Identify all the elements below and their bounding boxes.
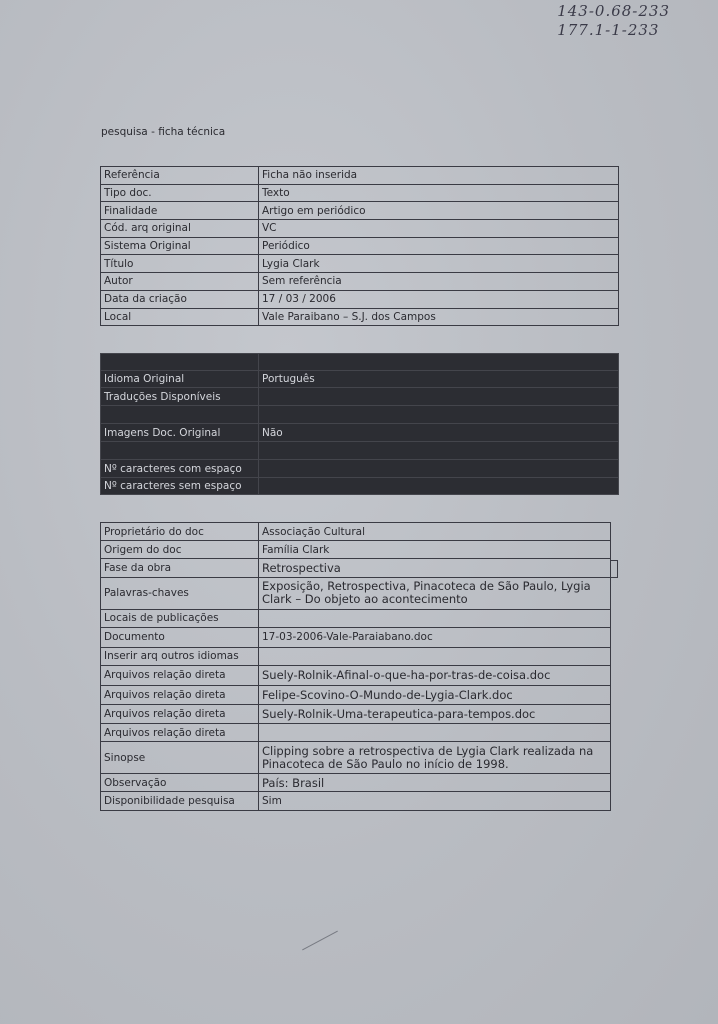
- table-row: [101, 308, 619, 326]
- table-row: [101, 541, 611, 559]
- field-label: Imagens Doc. Original: [101, 424, 259, 442]
- document-details-table: [100, 522, 611, 811]
- field-value: [259, 478, 619, 495]
- table-row: [101, 220, 619, 238]
- table-row: [101, 559, 611, 577]
- field-value: Retrospectiva: [259, 559, 611, 577]
- handwritten-line-1: 143-0.68-233: [557, 2, 670, 20]
- field-value: Português: [259, 371, 619, 388]
- field-label: Nº caracteres com espaço: [101, 460, 259, 478]
- field-value: [259, 723, 611, 741]
- table-row: [101, 406, 619, 424]
- table-row: [101, 627, 611, 647]
- field-value: Associação Cultural: [259, 523, 611, 541]
- field-value: Texto: [259, 184, 619, 202]
- field-label: Disponibilidade pesquisa: [101, 792, 259, 810]
- table-row: [101, 237, 619, 255]
- field-label: Arquivos relação direta: [101, 685, 259, 704]
- field-value: [259, 647, 611, 665]
- field-label: Nº caracteres sem espaço: [101, 478, 259, 495]
- table-row: [101, 665, 611, 685]
- field-value: VC: [259, 220, 619, 238]
- field-label: Locais de publicações: [101, 609, 259, 627]
- field-value: 17 / 03 / 2006: [259, 290, 619, 308]
- field-label: Arquivos relação direta: [101, 704, 259, 723]
- field-value: Clipping sobre a retrospectiva de Lygia Clark realizada na Pinacoteca de São Paulo no início de 1998.: [259, 742, 611, 774]
- field-value: Felipe-Scovino-O-Mundo-de-Lygia-Clark.doc: [259, 685, 611, 704]
- field-label: Finalidade: [101, 202, 259, 220]
- field-value: Suely-Rolnik-Uma-terapeutica-para-tempos.doc: [259, 704, 611, 723]
- field-value: Suely-Rolnik-Afinal-o-que-ha-por-tras-de-coisa.doc: [259, 665, 611, 685]
- field-value: Família Clark: [259, 541, 611, 559]
- handwritten-reference: [557, 2, 670, 40]
- table-row: [101, 290, 619, 308]
- field-label: Arquivos relação direta: [101, 665, 259, 685]
- field-label: Data da criação: [101, 290, 259, 308]
- basic-info-table: [100, 166, 619, 326]
- field-value: [259, 354, 619, 371]
- table-row: [101, 523, 611, 541]
- field-label: Observação: [101, 774, 259, 792]
- table-row: [101, 704, 611, 723]
- table-row: [101, 388, 619, 406]
- field-label: Traduções Disponíveis: [101, 388, 259, 406]
- table-row: [101, 723, 611, 741]
- table-row: [101, 478, 619, 495]
- field-label: [101, 354, 259, 371]
- field-label: Inserir arq outros idiomas: [101, 647, 259, 665]
- table-row: [101, 371, 619, 388]
- field-value: 17-03-2006-Vale-Paraiabano.doc: [259, 627, 611, 647]
- field-label: [101, 442, 259, 460]
- table-row: [101, 424, 619, 442]
- field-value: [259, 609, 611, 627]
- table-row: [101, 255, 619, 273]
- cell-overflow-marker: [610, 560, 618, 578]
- table-row: [101, 577, 611, 609]
- field-value: [259, 460, 619, 478]
- table-row: [101, 354, 619, 371]
- field-value: Artigo em periódico: [259, 202, 619, 220]
- table-row: [101, 460, 619, 478]
- table-row: [101, 792, 611, 810]
- language-info-table: [100, 353, 619, 495]
- field-label: Idioma Original: [101, 371, 259, 388]
- field-value: [259, 406, 619, 424]
- table-row: [101, 202, 619, 220]
- field-label: Referência: [101, 167, 259, 185]
- field-label: Local: [101, 308, 259, 326]
- field-value: Sim: [259, 792, 611, 810]
- field-value: [259, 442, 619, 460]
- table-row: [101, 742, 611, 774]
- field-label: Origem do doc: [101, 541, 259, 559]
- field-label: Sistema Original: [101, 237, 259, 255]
- field-value: País: Brasil: [259, 774, 611, 792]
- table-row: [101, 609, 611, 627]
- handwritten-line-2: 177.1-1-233: [557, 21, 660, 39]
- table-row: [101, 167, 619, 185]
- field-label: Tipo doc.: [101, 184, 259, 202]
- field-label: Autor: [101, 273, 259, 291]
- field-label: Cód. arq original: [101, 220, 259, 238]
- field-value: Não: [259, 424, 619, 442]
- field-label: Documento: [101, 627, 259, 647]
- page-title: pesquisa - ficha técnica: [101, 126, 226, 138]
- field-value: Lygia Clark: [259, 255, 619, 273]
- table-row: [101, 184, 619, 202]
- field-label: Arquivos relação direta: [101, 723, 259, 741]
- field-label: Fase da obra: [101, 559, 259, 577]
- table-row: [101, 685, 611, 704]
- table-row: [101, 442, 619, 460]
- field-value: [259, 388, 619, 406]
- field-label: Sinopse: [101, 742, 259, 774]
- field-value: Periódico: [259, 237, 619, 255]
- field-value: Vale Paraibano – S.J. dos Campos: [259, 308, 619, 326]
- table-row: [101, 273, 619, 291]
- table-row: [101, 647, 611, 665]
- table-row: [101, 774, 611, 792]
- field-value: Ficha não inserida: [259, 167, 619, 185]
- field-label: Palavras-chaves: [101, 577, 259, 609]
- field-label: Proprietário do doc: [101, 523, 259, 541]
- field-label: [101, 406, 259, 424]
- field-value: Sem referência: [259, 273, 619, 291]
- field-value: Exposição, Retrospectiva, Pinacoteca de São Paulo, Lygia Clark – Do objeto ao acontecimento: [259, 577, 611, 609]
- field-label: Título: [101, 255, 259, 273]
- scan-mark: [302, 931, 338, 951]
